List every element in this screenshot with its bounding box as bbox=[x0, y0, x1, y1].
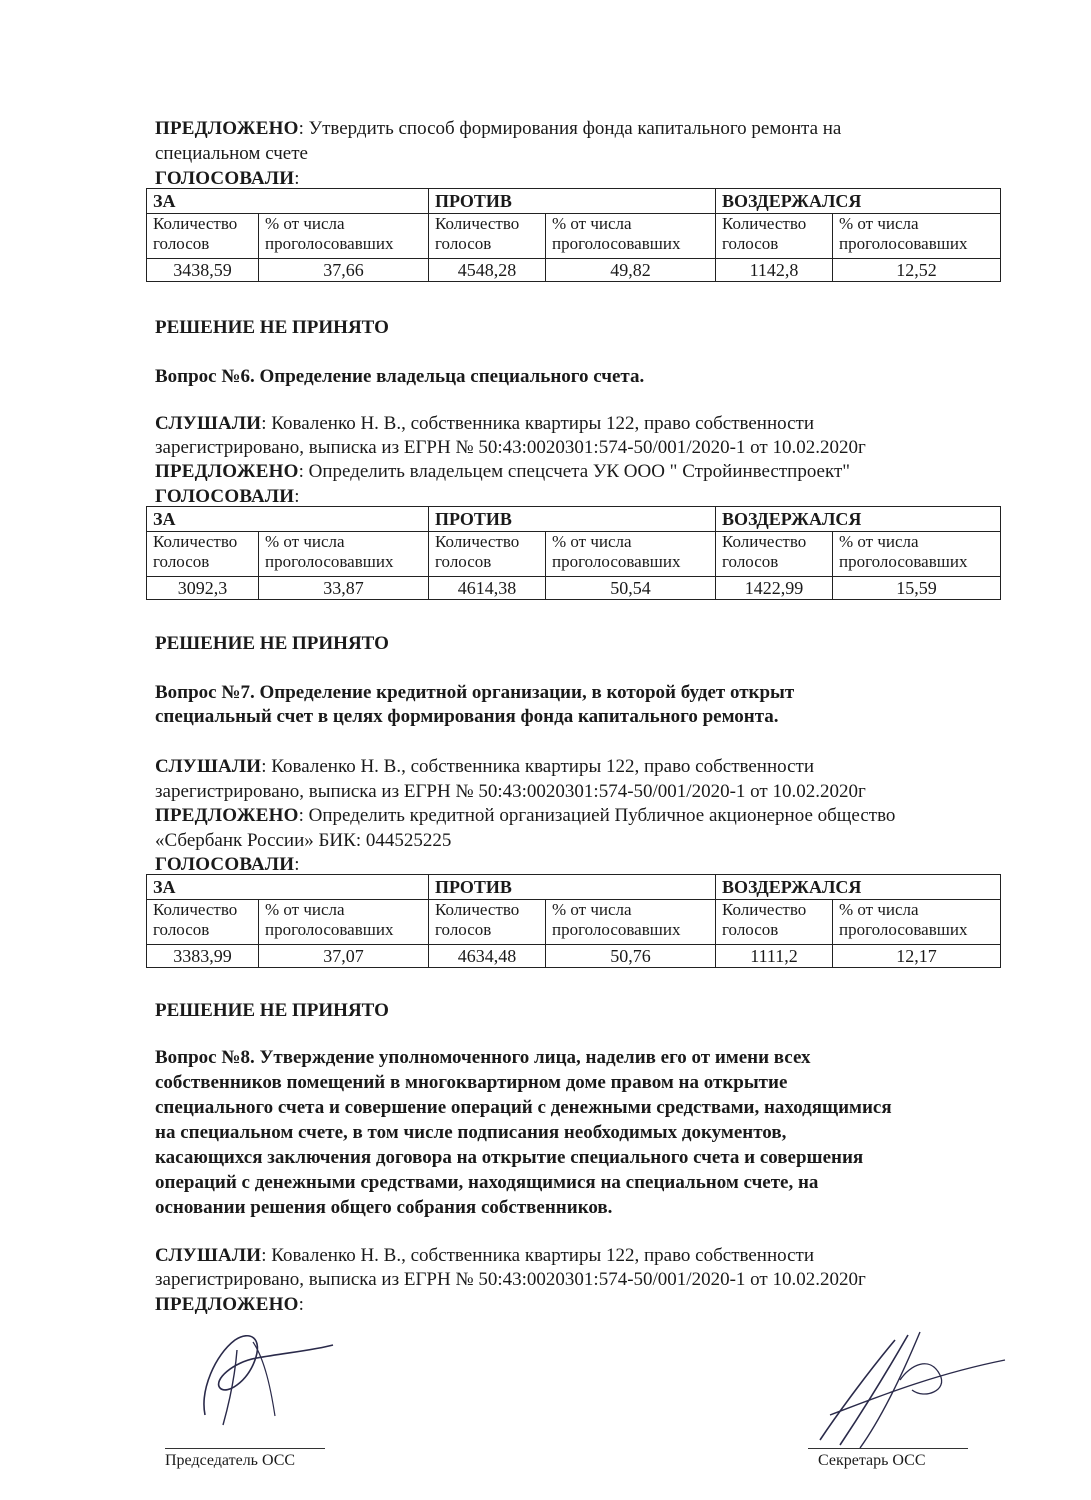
heard-text: : Коваленко Н. В., собственника квартиры 122, право собственности bbox=[261, 413, 815, 434]
col-count bbox=[716, 532, 833, 577]
col-pct-l2: проголосовавших bbox=[265, 920, 394, 939]
table-cell: 49,82 bbox=[546, 259, 716, 282]
heard-label: СЛУШАЛИ bbox=[155, 413, 262, 434]
decision-3: РЕШЕНИЕ НЕ ПРИНЯТО bbox=[155, 1000, 389, 1021]
col-pct-l1: % от числа bbox=[839, 532, 919, 551]
heard-label: СЛУШАЛИ bbox=[155, 756, 262, 777]
question-8-title-line: основании решения общего собрания собственников. bbox=[155, 1197, 613, 1218]
voted-line bbox=[155, 853, 300, 876]
table-row bbox=[147, 577, 1001, 600]
header-abstained: ВОЗДЕРЖАЛСЯ bbox=[716, 875, 1001, 900]
col-count-l2: голосов bbox=[153, 234, 210, 253]
header-abstained: ВОЗДЕРЖАЛСЯ bbox=[716, 189, 1001, 214]
voted-label: ГОЛОСОВАЛИ bbox=[155, 854, 295, 875]
col-pct-l1: % от числа bbox=[265, 214, 345, 233]
col-count bbox=[429, 900, 546, 945]
table-cell: 1422,99 bbox=[716, 577, 833, 600]
table-cell: 4548,28 bbox=[429, 259, 546, 282]
proposed-line bbox=[155, 1293, 304, 1316]
col-count bbox=[147, 532, 259, 577]
col-pct-l1: % от числа bbox=[265, 900, 345, 919]
voted-line bbox=[155, 485, 300, 508]
proposed-label: ПРЕДЛОЖЕНО bbox=[155, 461, 299, 482]
question-8-title-line: операций с денежными средствами, находящимися на специальном счете, на bbox=[155, 1172, 819, 1193]
voted-label: ГОЛОСОВАЛИ bbox=[155, 168, 295, 189]
col-pct bbox=[259, 900, 429, 945]
col-pct bbox=[259, 532, 429, 577]
col-pct bbox=[833, 214, 1001, 259]
voted-line bbox=[155, 167, 300, 190]
heard-line bbox=[155, 1244, 814, 1267]
heard-line-cont: зарегистрировано, выписка из ЕГРН № 50:43:0020301:574-50/001/2020-1 от 10.02.2020г bbox=[155, 437, 866, 458]
col-count bbox=[147, 900, 259, 945]
col-pct-l2: проголосовавших bbox=[552, 920, 681, 939]
heard-text: : Коваленко Н. В., собственника квартиры 122, право собственности bbox=[261, 756, 815, 777]
table-cell: 1111,2 bbox=[716, 945, 833, 968]
heard-label: СЛУШАЛИ bbox=[155, 1245, 262, 1266]
header-against: ПРОТИВ bbox=[429, 189, 716, 214]
col-pct-l2: проголосовавших bbox=[839, 920, 968, 939]
col-count-l1: Количество bbox=[722, 532, 807, 551]
table-cell: 50,54 bbox=[546, 577, 716, 600]
proposed-line-cont: «Сбербанк России» БИК: 044525225 bbox=[155, 830, 452, 851]
header-for: ЗА bbox=[147, 875, 429, 900]
col-count-l1: Количество bbox=[435, 532, 520, 551]
chair-signature-line bbox=[165, 1448, 325, 1449]
header-against: ПРОТИВ bbox=[429, 875, 716, 900]
col-pct-l1: % от числа bbox=[552, 214, 632, 233]
col-pct-l1: % от числа bbox=[265, 532, 345, 551]
col-count-l2: голосов bbox=[722, 234, 779, 253]
vote-table-3 bbox=[146, 874, 1001, 968]
col-count bbox=[429, 532, 546, 577]
table-cell: 3438,59 bbox=[147, 259, 259, 282]
proposed-text: : Утвердить способ формирования фонда капитального ремонта на bbox=[298, 118, 842, 139]
proposed-text: : Определить владельцем спецсчета УК ООО " Стройинвестпроект" bbox=[298, 461, 851, 482]
proposed-label: ПРЕДЛОЖЕНО bbox=[155, 805, 299, 826]
table-cell: 12,52 bbox=[833, 259, 1001, 282]
heard-text: : Коваленко Н. В., собственника квартиры 122, право собственности bbox=[261, 1245, 815, 1266]
header-for: ЗА bbox=[147, 507, 429, 532]
heard-line-cont: зарегистрировано, выписка из ЕГРН № 50:43:0020301:574-50/001/2020-1 от 10.02.2020г bbox=[155, 781, 866, 802]
table-row bbox=[147, 945, 1001, 968]
question-7-title: Вопрос №7. Определение кредитной организации, в которой будет открыт bbox=[155, 682, 795, 703]
col-pct-l2: проголосовавших bbox=[265, 234, 394, 253]
col-count-l2: голосов bbox=[722, 552, 779, 571]
proposed-line bbox=[155, 804, 895, 827]
secretary-label: Секретарь ОСС bbox=[818, 1452, 926, 1469]
header-against: ПРОТИВ bbox=[429, 507, 716, 532]
proposed-label: ПРЕДЛОЖЕНО bbox=[155, 1294, 299, 1315]
col-pct-l2: проголосовавших bbox=[839, 552, 968, 571]
col-count-l1: Количество bbox=[722, 900, 807, 919]
col-pct-l1: % от числа bbox=[839, 900, 919, 919]
proposed-line-cont: специальном счете bbox=[155, 143, 308, 164]
col-pct-l2: проголосовавших bbox=[552, 552, 681, 571]
secretary-signature bbox=[800, 1320, 1020, 1460]
question-7-title-cont: специальный счет в целях формирования фонда капитального ремонта. bbox=[155, 706, 779, 727]
proposed-line bbox=[155, 460, 850, 483]
question-8-title-line: специального счета и совершение операций с денежными средствами, находящимися bbox=[155, 1097, 892, 1118]
col-count-l1: Количество bbox=[722, 214, 807, 233]
proposed-text: : Определить кредитной организацией Публичное акционерное общество bbox=[298, 805, 896, 826]
voted-colon: : bbox=[294, 168, 300, 189]
col-count-l1: Количество bbox=[435, 214, 520, 233]
col-count-l1: Количество bbox=[153, 532, 238, 551]
table-cell: 1142,8 bbox=[716, 259, 833, 282]
col-pct-l2: проголосовавших bbox=[265, 552, 394, 571]
col-count-l1: Количество bbox=[435, 900, 520, 919]
col-count-l2: голосов bbox=[722, 920, 779, 939]
col-count bbox=[429, 214, 546, 259]
col-count-l2: голосов bbox=[435, 552, 492, 571]
col-pct bbox=[833, 532, 1001, 577]
table-cell: 4634,48 bbox=[429, 945, 546, 968]
col-pct bbox=[546, 214, 716, 259]
table-cell: 15,59 bbox=[833, 577, 1001, 600]
col-count bbox=[716, 900, 833, 945]
col-count-l2: голосов bbox=[435, 234, 492, 253]
col-pct bbox=[259, 214, 429, 259]
table-cell: 12,17 bbox=[833, 945, 1001, 968]
question-8-title-line: касающихся заключения договора на открытие специального счета и совершения bbox=[155, 1147, 864, 1168]
col-pct bbox=[546, 900, 716, 945]
col-count bbox=[147, 214, 259, 259]
heard-line bbox=[155, 755, 814, 778]
col-count-l2: голосов bbox=[153, 552, 210, 571]
col-pct bbox=[833, 900, 1001, 945]
secretary-signature-line bbox=[808, 1448, 968, 1449]
header-abstained: ВОЗДЕРЖАЛСЯ bbox=[716, 507, 1001, 532]
voted-label: ГОЛОСОВАЛИ bbox=[155, 486, 295, 507]
col-pct-l1: % от числа bbox=[552, 532, 632, 551]
chair-label: Председатель ОСС bbox=[165, 1452, 296, 1469]
col-pct-l1: % от числа bbox=[552, 900, 632, 919]
question-8-title-line: собственников помещений в многоквартирном доме правом на открытие bbox=[155, 1072, 788, 1093]
voted-colon: : bbox=[294, 486, 300, 507]
voted-colon: : bbox=[294, 854, 300, 875]
table-cell: 4614,38 bbox=[429, 577, 546, 600]
question-6-title: Вопрос №6. Определение владельца специального счета. bbox=[155, 366, 645, 387]
proposed-label: ПРЕДЛОЖЕНО bbox=[155, 118, 299, 139]
col-count-l2: голосов bbox=[435, 920, 492, 939]
vote-table-1 bbox=[146, 188, 1001, 282]
col-count-l2: голосов bbox=[153, 920, 210, 939]
table-cell: 33,87 bbox=[259, 577, 429, 600]
heard-line bbox=[155, 412, 814, 435]
col-count-l1: Количество bbox=[153, 214, 238, 233]
col-pct bbox=[546, 532, 716, 577]
col-pct-l1: % от числа bbox=[839, 214, 919, 233]
decision-2: РЕШЕНИЕ НЕ ПРИНЯТО bbox=[155, 633, 389, 654]
proposed-line bbox=[155, 117, 841, 140]
question-8-title-line: на специальном счете, в том числе подписания необходимых документов, bbox=[155, 1122, 787, 1143]
table-cell: 3383,99 bbox=[147, 945, 259, 968]
col-pct-l2: проголосовавших bbox=[839, 234, 968, 253]
table-cell: 50,76 bbox=[546, 945, 716, 968]
decision-1: РЕШЕНИЕ НЕ ПРИНЯТО bbox=[155, 317, 389, 338]
header-for: ЗА bbox=[147, 189, 429, 214]
proposed-colon: : bbox=[298, 1294, 304, 1315]
col-count-l1: Количество bbox=[153, 900, 238, 919]
question-8-title-line: Вопрос №8. Утверждение уполномоченного лица, наделив его от имени всех bbox=[155, 1047, 811, 1068]
heard-line-cont: зарегистрировано, выписка из ЕГРН № 50:43:0020301:574-50/001/2020-1 от 10.02.2020г bbox=[155, 1269, 866, 1290]
table-cell: 37,66 bbox=[259, 259, 429, 282]
chair-signature bbox=[175, 1320, 335, 1430]
col-pct-l2: проголосовавших bbox=[552, 234, 681, 253]
vote-table-2 bbox=[146, 506, 1001, 600]
table-row bbox=[147, 259, 1001, 282]
table-cell: 3092,3 bbox=[147, 577, 259, 600]
col-count bbox=[716, 214, 833, 259]
table-cell: 37,07 bbox=[259, 945, 429, 968]
